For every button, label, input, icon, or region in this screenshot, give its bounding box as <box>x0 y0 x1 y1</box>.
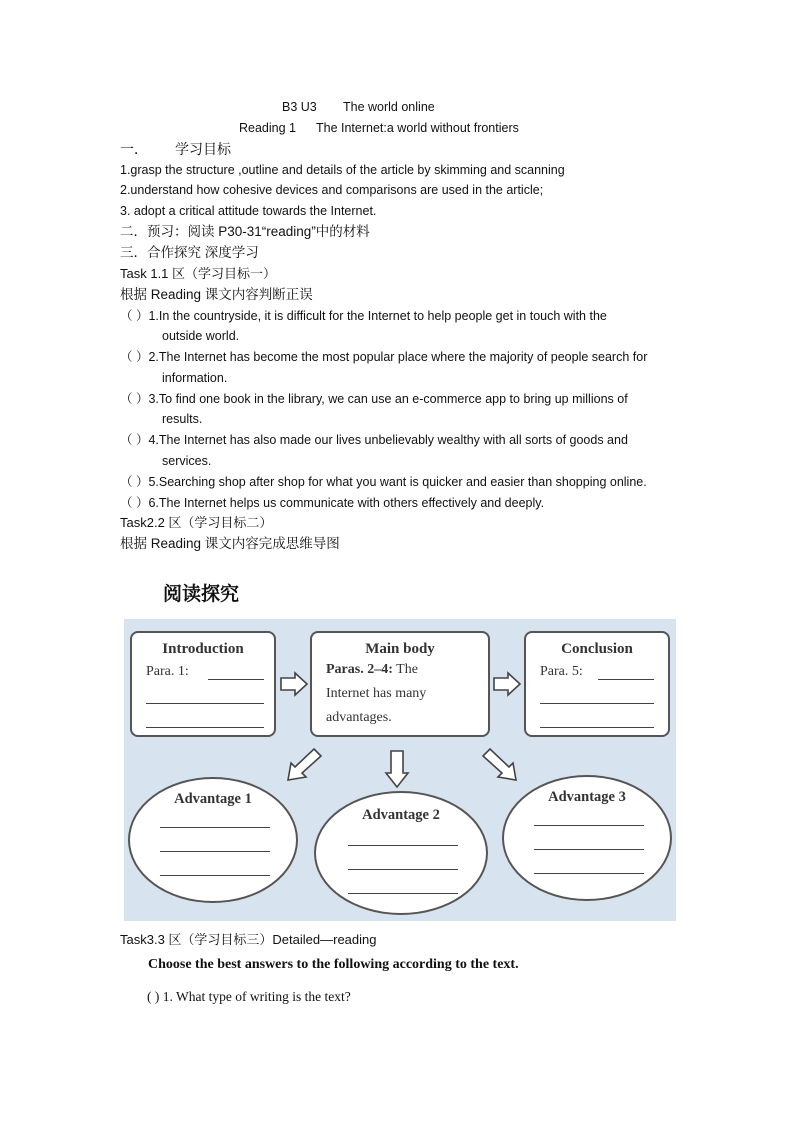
question-1: ( ) 1. What type of writing is the text? <box>147 989 351 1004</box>
tf-item-1: （ ）1.In the countryside, it is difficult for the Internet to help people get in touch with the <box>120 309 607 323</box>
task3-instruction: Choose the best answers to the following according to the text. <box>148 957 519 972</box>
tf-item-4: （ ）4.The Internet has also made our lives unbelievably wealthy with all sorts of goods and <box>120 433 628 447</box>
tf-item-2: （ ）2.The Internet has become the most popular place where the majority of people search for <box>120 350 648 364</box>
tf-item-3-cont: results. <box>162 412 203 426</box>
section1-heading: 学习目标 <box>175 141 231 157</box>
tf-item-2-cont: information. <box>162 371 228 385</box>
concl-blank-2[interactable] <box>540 703 654 704</box>
mind-map <box>124 619 676 921</box>
goal-3: 3. adopt a critical attitude towards the Internet. <box>120 204 377 218</box>
unit-label: B3 U3 <box>282 100 317 114</box>
main-body-para: Paras. 2–4: The Internet has many advantages. <box>326 662 427 725</box>
introduction-para: Para. 1: <box>146 664 189 679</box>
unit-title: The world online <box>343 100 435 114</box>
section1-number: 一． <box>120 141 148 157</box>
advantage-2-ellipse <box>314 791 488 915</box>
adv3-blank-2[interactable] <box>534 849 644 850</box>
adv3-blank-1[interactable] <box>534 825 644 826</box>
arrow-down-left-icon <box>284 747 324 783</box>
introduction-box <box>130 631 276 737</box>
conclusion-box <box>524 631 670 737</box>
main-body-title: Main body <box>365 641 435 657</box>
concl-blank-1[interactable] <box>598 679 654 680</box>
goal-1: 1.grasp the structure ,outline and details of the article by skimming and scanning <box>120 163 565 177</box>
tf-item-3: （ ）3.To find one book in the library, we can use an e-commerce app to bring up millions of <box>120 392 628 406</box>
task1-instruction: 根据 Reading 课文内容判断正误 <box>120 287 313 302</box>
task3-title: Task3.3 区（学习目标三）Detailed—reading <box>120 932 377 947</box>
tf-item-4-cont: services. <box>162 454 212 468</box>
advantage-3-title: Advantage 3 <box>548 789 626 805</box>
task2-instruction: 根据 Reading 课文内容完成思维导图 <box>120 536 340 551</box>
tf-item-5: （ ）5.Searching shop after shop for what you want is quicker and easier than shopping online. <box>120 475 647 489</box>
adv1-blank-1[interactable] <box>160 827 270 828</box>
main-body-box <box>310 631 490 737</box>
adv3-blank-3[interactable] <box>534 873 644 874</box>
adv2-blank-2[interactable] <box>348 869 458 870</box>
task2-title: Task2.2 区（学习目标二） <box>120 515 273 530</box>
concl-blank-3[interactable] <box>540 727 654 728</box>
arrow-right-icon <box>279 671 309 697</box>
adv2-blank-1[interactable] <box>348 845 458 846</box>
arrow-right-icon <box>492 671 522 697</box>
introduction-title: Introduction <box>162 641 244 657</box>
tf-item-1-cont: outside world. <box>162 329 240 343</box>
arrow-down-icon <box>384 749 410 789</box>
conclusion-para: Para. 5: <box>540 664 583 679</box>
lesson-title: The Internet:a world without frontiers <box>316 121 519 135</box>
intro-blank-2[interactable] <box>146 703 264 704</box>
advantage-1-ellipse <box>128 777 298 903</box>
goal-2: 2.understand how cohesive devices and comparisons are used in the article; <box>120 183 544 197</box>
adv1-blank-3[interactable] <box>160 875 270 876</box>
section2-preview: 二．预习：阅读 P30-31“reading”中的材料 <box>120 224 370 239</box>
arrow-down-right-icon <box>480 747 520 783</box>
conclusion-title: Conclusion <box>561 641 633 657</box>
figure-heading: 阅读探究 <box>163 584 240 605</box>
task1-title: Task 1.1 区（学习目标一） <box>120 266 277 281</box>
lesson-label: Reading 1 <box>239 121 296 135</box>
advantage-1-title: Advantage 1 <box>174 791 252 807</box>
tf-item-6: （ ）6.The Internet helps us communicate with others effectively and deeply. <box>120 496 545 510</box>
advantage-2-title: Advantage 2 <box>362 807 440 823</box>
intro-blank-1[interactable] <box>208 679 264 680</box>
advantage-3-ellipse <box>502 775 672 901</box>
adv2-blank-3[interactable] <box>348 893 458 894</box>
section3-heading: 三．合作探究 深度学习 <box>120 245 259 260</box>
adv1-blank-2[interactable] <box>160 851 270 852</box>
intro-blank-3[interactable] <box>146 727 264 728</box>
